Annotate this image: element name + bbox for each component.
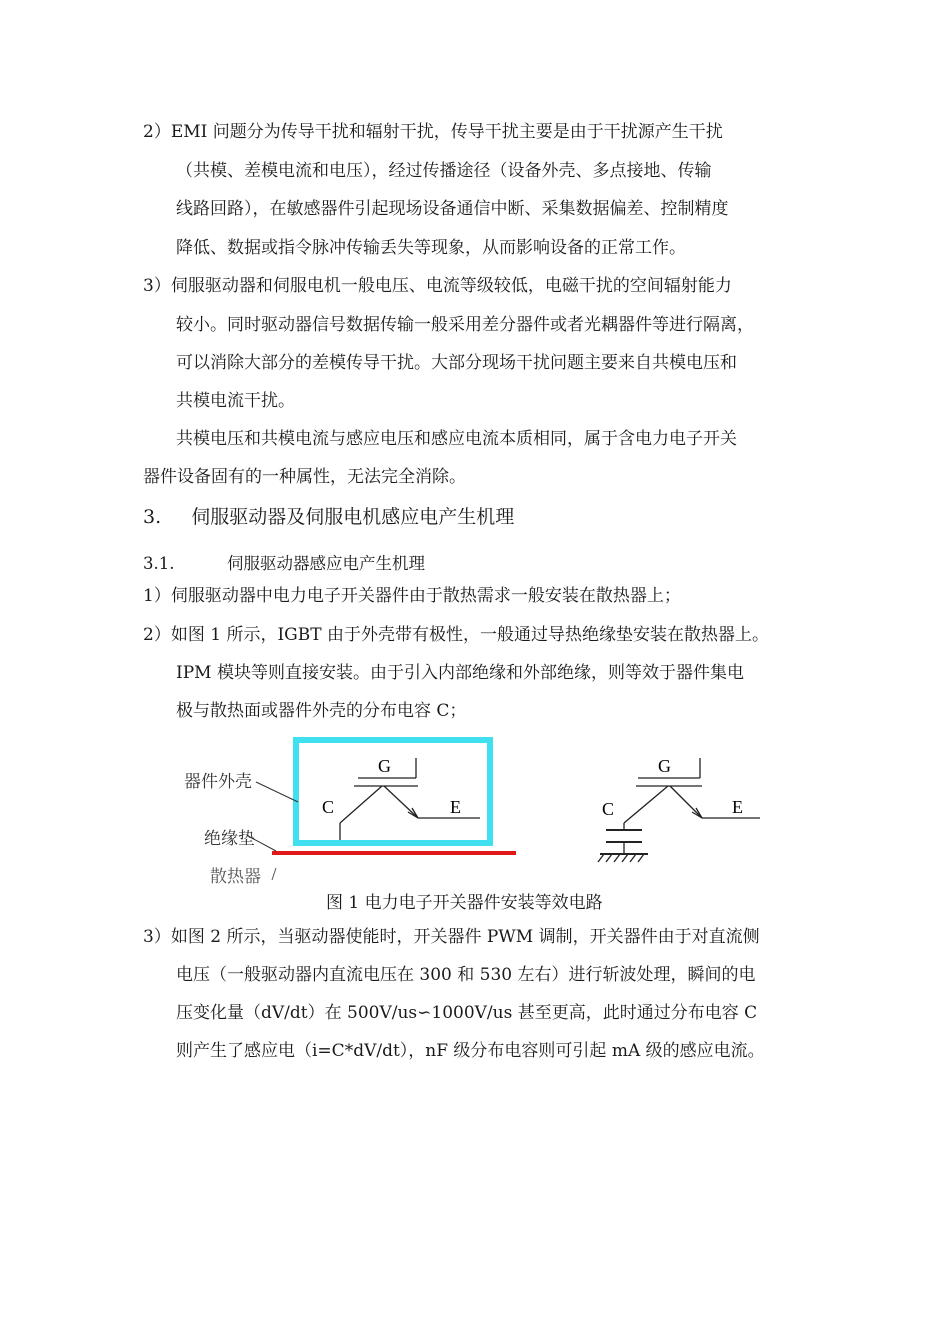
device-shell-outline <box>296 740 490 843</box>
paragraph-line: 共模电流干扰。 <box>176 391 295 411</box>
section-title: 伺服驱动器及伺服电机感应电产生机理 <box>191 506 515 528</box>
subsection-number: 3.1. <box>143 554 175 573</box>
left-emitter-label: E <box>450 797 461 817</box>
shell-leader-line <box>256 782 298 802</box>
label-heatsink: 散热器 <box>210 867 261 887</box>
list-item-line: 1）伺服驱动器中电力电子开关器件由于散热需求一般安装在散热器上； <box>143 586 681 606</box>
ground-symbol <box>598 854 648 862</box>
section-number: 3. <box>143 506 162 528</box>
heatsink-leader-line <box>272 868 276 880</box>
paragraph-line: 线路回路），在敏感器件引起现场设备通信中断、采集数据偏差、控制精度 <box>176 199 729 219</box>
paragraph-line: 降低、数据或指令脉冲传输丢失等现象，从而影响设备的正常工作。 <box>176 238 686 258</box>
label-insulation-pad: 绝缘垫 <box>204 829 255 849</box>
label-device-shell: 器件外壳 <box>184 772 252 792</box>
equivalent-circuit-figure <box>160 730 800 895</box>
list-item-line: 电压（一般驱动器内直流电压在 300 和 530 左右）进行斩波处理，瞬间的电 <box>176 965 756 985</box>
left-gate-label: G <box>378 756 391 776</box>
list-item-line: 则产生了感应电（i=C*dV/dt），nF 级分布电容则可引起 mA 级的感应电流。 <box>176 1041 765 1061</box>
left-collector-label: C <box>322 797 335 817</box>
subsection-heading <box>143 553 425 575</box>
paragraph-line: 可以消除大部分的差模传导干扰。大部分现场干扰问题主要来自共模电压和 <box>176 353 737 373</box>
list-item-line: 3）如图 2 所示，当驱动器使能时，开关器件 PWM 调制，开关器件由于对直流侧 <box>143 927 760 947</box>
right-igbt-symbol <box>624 758 760 830</box>
paragraph-line: 3）伺服驱动器和伺服电机一般电压、电流等级较低，电磁干扰的空间辐射能力 <box>143 276 732 296</box>
paragraph-line: 器件设备固有的一种属性，无法完全消除。 <box>143 467 466 487</box>
list-item-line: 极与散热面或器件外壳的分布电容 C； <box>176 701 467 721</box>
paragraph-line: 共模电压和共模电流与感应电压和感应电流本质相同，属于含电力电子开关 <box>176 429 737 449</box>
right-emitter-label: E <box>732 797 743 817</box>
paragraph-line: 较小。同时驱动器信号数据传输一般采用差分器件或者光耦器件等进行隔离， <box>176 315 754 335</box>
distributed-capacitor-symbol <box>606 830 642 854</box>
paragraph-line: （共模、差模电流和电压），经过传播途径（设备外壳、多点接地、传输 <box>176 161 712 181</box>
right-collector-label: C <box>602 799 615 819</box>
list-item-line: 压变化量（dV/dt）在 500V/us∽1000V/us 甚至更高，此时通过分布电容 C <box>176 1003 758 1023</box>
list-item-line: IPM 模块等则直接安装。由于引入内部绝缘和外部绝缘，则等效于器件集电 <box>176 663 744 683</box>
section-heading <box>143 506 514 528</box>
list-item-line: 2）如图 1 所示，IGBT 由于外壳带有极性，一般通过导热绝缘垫安装在散热器上。 <box>143 625 769 645</box>
subsection-title: 伺服驱动器感应电产生机理 <box>227 554 425 573</box>
right-gate-label: G <box>658 756 671 776</box>
paragraph-line: 2）EMI 问题分为传导干扰和辐射干扰，传导干扰主要是由于干扰源产生干扰 <box>143 122 723 142</box>
figure-caption: 图 1 电力电子开关器件安装等效电路 <box>326 893 603 913</box>
